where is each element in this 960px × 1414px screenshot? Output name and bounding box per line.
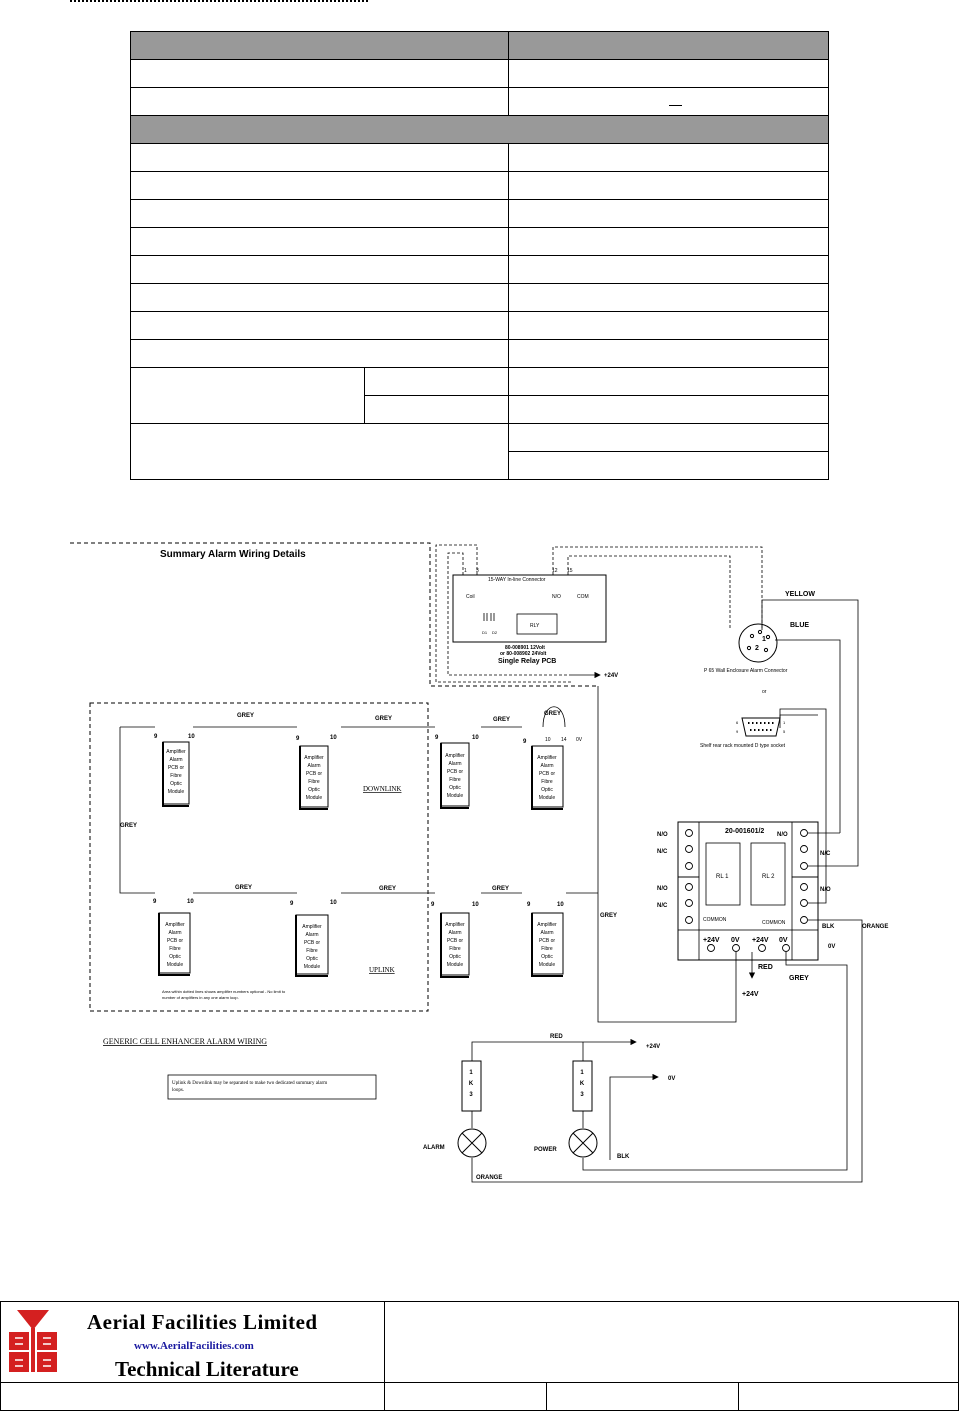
table-row bbox=[131, 172, 829, 200]
top-dotted-rule bbox=[70, 0, 368, 2]
table-row bbox=[131, 312, 829, 340]
svg-text:9: 9 bbox=[153, 899, 157, 905]
svg-text:Module: Module bbox=[303, 964, 321, 970]
amplifier-module bbox=[523, 737, 583, 809]
svg-text:9: 9 bbox=[523, 739, 527, 745]
technical-literature-label: Technical Literature bbox=[115, 1357, 299, 1381]
svg-text:N/O: N/O bbox=[820, 887, 831, 893]
svg-text:RED: RED bbox=[758, 964, 773, 971]
svg-text:COMMON: COMMON bbox=[762, 920, 786, 926]
footer-title-cell bbox=[385, 1302, 959, 1383]
relay-board bbox=[657, 822, 888, 998]
svg-text:ALARM: ALARM bbox=[423, 1145, 445, 1151]
svg-text:Shelf rear rack mounted D type: Shelf rear rack mounted D type socket bbox=[700, 743, 786, 749]
svg-text:10: 10 bbox=[557, 902, 564, 908]
svg-text:3: 3 bbox=[580, 1092, 584, 1098]
svg-text:9: 9 bbox=[290, 901, 294, 907]
footer-cell bbox=[739, 1383, 959, 1411]
underline-mark bbox=[669, 105, 682, 106]
svg-text:1: 1 bbox=[783, 720, 786, 725]
svg-text:K: K bbox=[468, 1081, 474, 1087]
svg-text:BLK: BLK bbox=[617, 1154, 630, 1160]
separate-note: Uplink & Downlink may be separated to make two dedicated summary alarm bbox=[172, 1081, 328, 1086]
svg-text:9: 9 bbox=[431, 902, 435, 908]
svg-text:1: 1 bbox=[469, 1070, 473, 1076]
svg-text:D2: D2 bbox=[492, 630, 498, 635]
table-row bbox=[131, 144, 829, 172]
amplifier-module bbox=[435, 735, 479, 808]
svg-text:Fibre: Fibre bbox=[170, 773, 182, 779]
svg-text:Single Relay PCB: Single Relay PCB bbox=[498, 658, 557, 665]
svg-text:Module: Module bbox=[538, 795, 556, 801]
svg-text:Fibre: Fibre bbox=[541, 779, 553, 785]
svg-text:BLK: BLK bbox=[822, 924, 835, 930]
svg-text:14: 14 bbox=[561, 737, 567, 743]
svg-text:Module: Module bbox=[167, 789, 185, 795]
svg-text:Fibre: Fibre bbox=[541, 946, 553, 952]
amplifier-module bbox=[290, 900, 337, 976]
svg-text:GREY: GREY bbox=[375, 716, 393, 722]
svg-text:Optic: Optic bbox=[308, 787, 320, 793]
svg-text:12: 12 bbox=[552, 568, 558, 574]
downlink-label: DOWNLINK bbox=[363, 785, 402, 793]
footer-cell bbox=[547, 1383, 739, 1411]
svg-text:9: 9 bbox=[435, 735, 439, 741]
svg-text:0V: 0V bbox=[828, 944, 836, 950]
svg-text:Amplifier: Amplifier bbox=[537, 755, 557, 761]
svg-text:6: 6 bbox=[736, 720, 739, 725]
svg-text:Optic: Optic bbox=[449, 785, 461, 791]
svg-text:Alarm: Alarm bbox=[305, 932, 319, 938]
amplifier-module bbox=[296, 735, 337, 809]
svg-text:Alarm: Alarm bbox=[169, 757, 183, 763]
svg-text:3: 3 bbox=[469, 1092, 473, 1098]
svg-text:Fibre: Fibre bbox=[449, 946, 461, 952]
svg-text:Amplifier: Amplifier bbox=[445, 753, 465, 759]
svg-text:Optic: Optic bbox=[541, 787, 553, 793]
svg-text:0V: 0V bbox=[668, 1076, 676, 1082]
svg-text:GREY: GREY bbox=[492, 886, 510, 892]
table-row bbox=[131, 424, 829, 452]
table-row bbox=[131, 340, 829, 368]
svg-text:+24V: +24V bbox=[604, 673, 619, 679]
svg-text:20-001601/2: 20-001601/2 bbox=[725, 828, 765, 835]
svg-text:GREY: GREY bbox=[379, 886, 397, 892]
company-logo-icon bbox=[7, 1308, 59, 1374]
svg-text:GREY: GREY bbox=[120, 823, 138, 829]
svg-text:Optic: Optic bbox=[541, 954, 553, 960]
amplifier-module bbox=[527, 902, 564, 976]
svg-text:PCB or: PCB or bbox=[538, 771, 556, 777]
svg-text:PCB or: PCB or bbox=[167, 765, 185, 771]
svg-text:Amplifier: Amplifier bbox=[537, 922, 557, 928]
svg-text:Module: Module bbox=[446, 962, 464, 968]
svg-text:80-008901 12Volt: 80-008901 12Volt bbox=[505, 645, 545, 651]
svg-text:Alarm: Alarm bbox=[448, 930, 462, 936]
svg-text:10: 10 bbox=[472, 735, 479, 741]
svg-text:Amplifier: Amplifier bbox=[445, 922, 465, 928]
svg-text:D1: D1 bbox=[482, 630, 488, 635]
svg-text:9: 9 bbox=[154, 734, 158, 740]
company-logo-block bbox=[1, 1302, 385, 1383]
svg-text:N/O: N/O bbox=[552, 594, 561, 600]
svg-text:RLY: RLY bbox=[530, 623, 540, 629]
company-name: Aerial Facilities Limited bbox=[87, 1310, 318, 1334]
d-type-socket bbox=[700, 709, 826, 820]
svg-text:Fibre: Fibre bbox=[306, 948, 318, 954]
alarm-wiring-diagram bbox=[60, 535, 910, 1185]
svg-text:PCB or: PCB or bbox=[305, 771, 323, 777]
table-row bbox=[131, 88, 829, 116]
svg-text:1: 1 bbox=[762, 636, 766, 643]
svg-text:9: 9 bbox=[527, 902, 531, 908]
svg-text:10: 10 bbox=[330, 900, 337, 906]
svg-text:Alarm: Alarm bbox=[540, 763, 554, 769]
generic-wiring-title: GENERIC CELL ENHANCER ALARM WIRING bbox=[103, 1037, 267, 1046]
table-row bbox=[131, 368, 829, 396]
table-section-header bbox=[131, 116, 829, 144]
svg-text:Optic: Optic bbox=[306, 956, 318, 962]
svg-text:Alarm: Alarm bbox=[540, 930, 554, 936]
lamp-circuit bbox=[423, 1034, 675, 1181]
svg-text:+24V: +24V bbox=[752, 937, 769, 944]
svg-text:YELLOW: YELLOW bbox=[785, 591, 815, 598]
svg-text:PCB or: PCB or bbox=[166, 938, 184, 944]
svg-text:Optic: Optic bbox=[170, 781, 182, 787]
table-row bbox=[131, 60, 829, 88]
svg-text:N/O: N/O bbox=[657, 832, 668, 838]
footer-cell bbox=[385, 1383, 547, 1411]
svg-text:or 80-008902 24Volt: or 80-008902 24Volt bbox=[500, 651, 547, 657]
table-row bbox=[131, 256, 829, 284]
svg-text:K: K bbox=[579, 1081, 585, 1087]
svg-text:RL 1: RL 1 bbox=[716, 874, 729, 880]
optional-note: Area within dotted lines shows amplifier numbers optional - No limit to bbox=[162, 989, 286, 994]
svg-text:2: 2 bbox=[755, 645, 759, 652]
svg-text:ORANGE: ORANGE bbox=[862, 924, 889, 930]
diagram-title: Summary Alarm Wiring Details bbox=[160, 549, 306, 560]
svg-text:+24V: +24V bbox=[646, 1044, 661, 1050]
svg-text:PCB or: PCB or bbox=[446, 938, 464, 944]
svg-text:15: 15 bbox=[567, 568, 573, 574]
svg-text:or: or bbox=[762, 689, 767, 695]
svg-text:COM: COM bbox=[577, 594, 589, 600]
svg-text:10: 10 bbox=[545, 737, 551, 743]
svg-text:15-WAY In-line Connector: 15-WAY In-line Connector bbox=[488, 577, 546, 583]
svg-text:GREY: GREY bbox=[600, 913, 618, 919]
amplifier-module bbox=[154, 734, 195, 806]
svg-text:Alarm: Alarm bbox=[168, 930, 182, 936]
svg-text:GREY: GREY bbox=[237, 713, 255, 719]
svg-text:RL 2: RL 2 bbox=[762, 874, 775, 880]
svg-text:Amplifier: Amplifier bbox=[166, 749, 186, 755]
svg-text:Fibre: Fibre bbox=[308, 779, 320, 785]
svg-text:GREY: GREY bbox=[544, 711, 562, 717]
svg-text:N/C: N/C bbox=[657, 849, 668, 855]
svg-text:10: 10 bbox=[330, 735, 337, 741]
svg-text:Coil: Coil bbox=[466, 594, 475, 600]
svg-text:PCB or: PCB or bbox=[303, 940, 321, 946]
svg-text:3: 3 bbox=[476, 568, 479, 574]
svg-text:GREY: GREY bbox=[235, 885, 253, 891]
svg-text:Alarm: Alarm bbox=[448, 761, 462, 767]
svg-text:0V: 0V bbox=[731, 937, 740, 944]
table-header-row bbox=[131, 32, 829, 60]
document-footer bbox=[0, 1301, 960, 1412]
svg-text:10: 10 bbox=[188, 734, 195, 740]
svg-text:Module: Module bbox=[305, 795, 323, 801]
svg-text:GREY: GREY bbox=[789, 975, 809, 982]
amplifier-module bbox=[431, 902, 479, 977]
svg-text:N/O: N/O bbox=[657, 886, 668, 892]
svg-text:0V: 0V bbox=[576, 737, 583, 743]
uplink-label: UPLINK bbox=[369, 966, 395, 974]
svg-text:N/C: N/C bbox=[820, 851, 831, 857]
svg-text:1: 1 bbox=[580, 1070, 584, 1076]
svg-text:Module: Module bbox=[538, 962, 556, 968]
svg-text:COMMON: COMMON bbox=[703, 917, 727, 923]
svg-text:9: 9 bbox=[736, 729, 739, 734]
svg-text:POWER: POWER bbox=[534, 1147, 557, 1153]
svg-text:loops.: loops. bbox=[172, 1088, 185, 1093]
svg-text:N/O: N/O bbox=[777, 832, 788, 838]
svg-text:number of amplifiers in any on: number of amplifiers in any one alarm loop. bbox=[162, 995, 239, 1000]
table-row bbox=[131, 284, 829, 312]
svg-text:Fibre: Fibre bbox=[449, 777, 461, 783]
svg-text:PCB or: PCB or bbox=[538, 938, 556, 944]
svg-text:+24V: +24V bbox=[703, 937, 720, 944]
amplifier-module bbox=[153, 899, 194, 975]
svg-text:Alarm: Alarm bbox=[307, 763, 321, 769]
circular-alarm-connector bbox=[704, 624, 788, 674]
svg-text:RED: RED bbox=[550, 1034, 563, 1040]
table-row bbox=[131, 228, 829, 256]
svg-text:GREY: GREY bbox=[493, 717, 511, 723]
svg-text:BLUE: BLUE bbox=[790, 622, 810, 629]
table-row bbox=[131, 200, 829, 228]
svg-text:Fibre: Fibre bbox=[169, 946, 181, 952]
svg-text:Optic: Optic bbox=[169, 954, 181, 960]
spec-table bbox=[130, 31, 829, 480]
svg-text:Optic: Optic bbox=[449, 954, 461, 960]
svg-text:Amplifier: Amplifier bbox=[304, 755, 324, 761]
footer-cell bbox=[1, 1383, 385, 1411]
svg-text:9: 9 bbox=[296, 736, 300, 742]
single-relay-pcb bbox=[453, 568, 606, 665]
svg-text:Amplifier: Amplifier bbox=[302, 924, 322, 930]
svg-text:5: 5 bbox=[783, 729, 786, 734]
svg-text:10: 10 bbox=[187, 899, 194, 905]
svg-text:+24V: +24V bbox=[742, 991, 759, 998]
svg-text:0V: 0V bbox=[779, 937, 788, 944]
svg-text:P 65 Wall Enclosure Alarm Conn: P 65 Wall Enclosure Alarm Connector bbox=[704, 668, 788, 674]
svg-text:ORANGE: ORANGE bbox=[476, 1175, 503, 1181]
svg-text:Module: Module bbox=[446, 793, 464, 799]
svg-text:1: 1 bbox=[464, 568, 467, 574]
company-website: www.AerialFacilities.com bbox=[134, 1340, 254, 1352]
svg-text:Amplifier: Amplifier bbox=[165, 922, 185, 928]
svg-text:10: 10 bbox=[472, 902, 479, 908]
svg-text:PCB or: PCB or bbox=[446, 769, 464, 775]
svg-text:N/C: N/C bbox=[657, 903, 668, 909]
svg-text:Module: Module bbox=[166, 962, 184, 968]
